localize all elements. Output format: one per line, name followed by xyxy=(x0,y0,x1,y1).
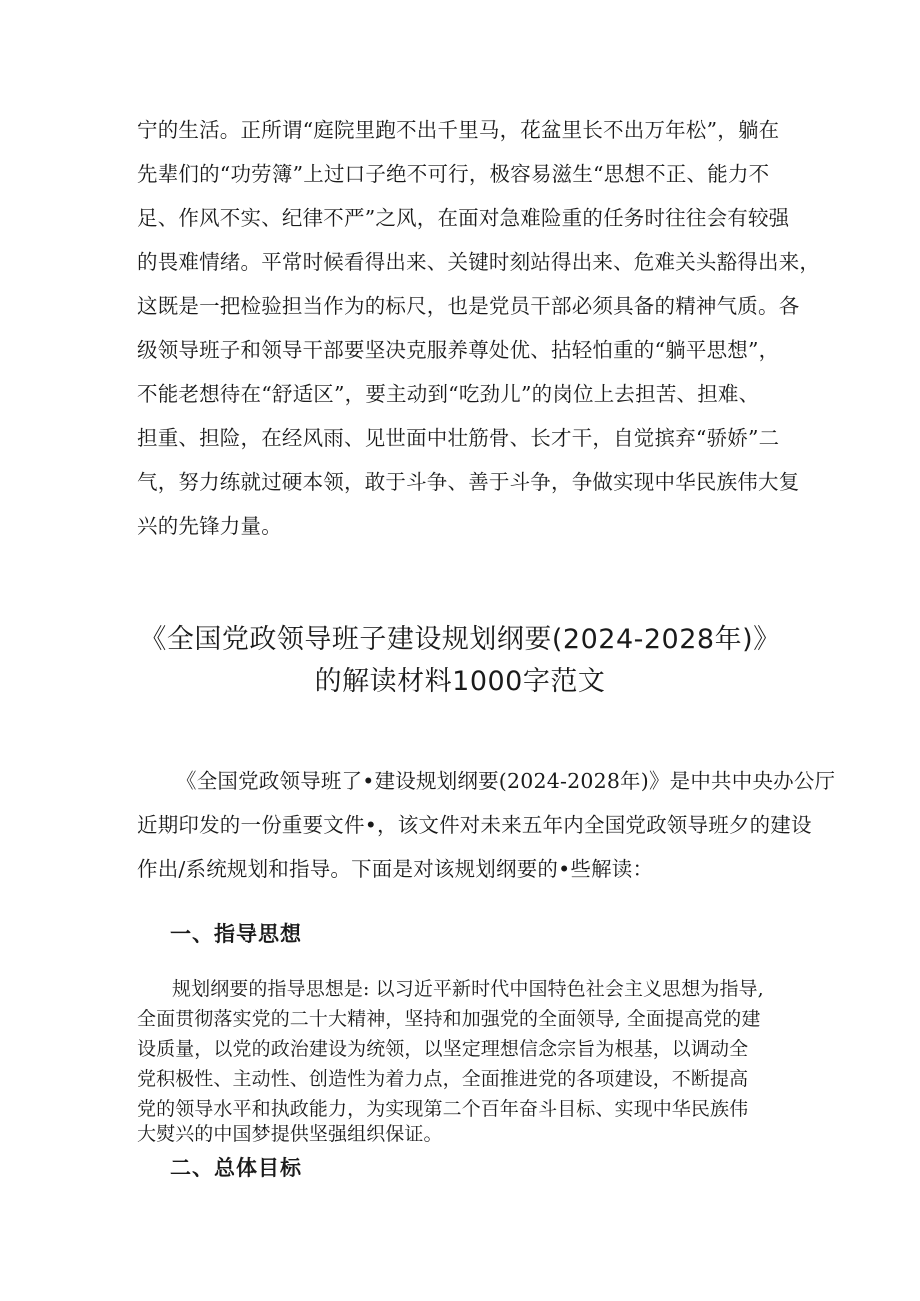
intro-line: 近期印发的一份重要文件•，该文件对未来五年内全国党政领导班夕的建设 xyxy=(137,813,812,837)
guiding-thought-line: 设质量，以党的政治建设为统领，以坚定理想信念宗旨为根基，以调动全 xyxy=(137,1038,749,1060)
paragraph-line: 的畏难情绪。平常时候看得出来、关键时刻站得出来、危难关头豁得出来， xyxy=(137,250,821,274)
document-title-line-2: 的解读材料1000字范文 xyxy=(314,666,606,697)
paragraph-line: 级领导班子和领导干部要坚决克服养尊处优、拈轻怕重的“躺平思想”， xyxy=(137,338,780,362)
paragraph-line: 足、作风不实、纪律不严”之风，在面对急难险重的任务时往往会有较强 xyxy=(137,206,790,230)
guiding-thought-line: 全面贯彻落实党的二十大精神，坚持和加强党的全面领导, 全面提高党的建 xyxy=(137,1008,761,1030)
guiding-thought-line: 党的领导水平和执政能力，为实现第二个百年奋斗目标、实现中华民族伟 xyxy=(137,1098,749,1120)
paragraph-line: 担重、担险，在经风雨、见世面中壮筋骨、长才干，自觉摈弃“骄娇”二 xyxy=(137,426,780,450)
guiding-thought-line: 大熨兴的中国梦提供坚强组织保证。 xyxy=(137,1123,443,1145)
section-heading-guiding-thought: 一、指导思想 xyxy=(170,922,302,946)
document-title-line-1: 《全国党政领导班子建设规划纲要(2024-2028年)》 xyxy=(139,624,781,655)
paragraph-line: 气，努力练就过硬本领，敢于斗争、善于斗争，争做实现中华民族伟大复 xyxy=(137,470,800,494)
paragraph-line: 先辈们的“功劳簿”上过口子绝不可行，极容易滋生“思想不正、能力不 xyxy=(137,162,770,186)
section-heading-overall-goal: 二、总体目标 xyxy=(170,1156,302,1180)
paragraph-line: 兴的先锋力量。 xyxy=(137,514,282,538)
paragraph-line: 不能老想待在“舒适区”，要主动到“吃劲儿”的岗位上去担苦、担难、 xyxy=(137,382,760,406)
intro-line: 《全国党政领导班了•建设规划纲要(2024-2028年)》是中共中央办公厅 xyxy=(176,769,836,793)
guiding-thought-line: 规划纲要的指导思想是: 以习近平新时代中国特色社会主义思想为指导, xyxy=(172,978,764,1000)
guiding-thought-line: 党积极性、主动性、创造性为着力点，全面推进党的各项建设，不断提高 xyxy=(137,1068,749,1090)
paragraph-line: 这既是一把检验担当作为的标尺，也是党员干部必须具备的精神气质。各 xyxy=(137,294,800,318)
paragraph-line: 宁的生活。正所谓“庭院里跑不出千里马，花盆里长不出万年松”，躺在 xyxy=(137,118,780,142)
intro-line: 作出/系统规划和指导。下面是对该规划纲要的•些解读： xyxy=(137,857,654,881)
